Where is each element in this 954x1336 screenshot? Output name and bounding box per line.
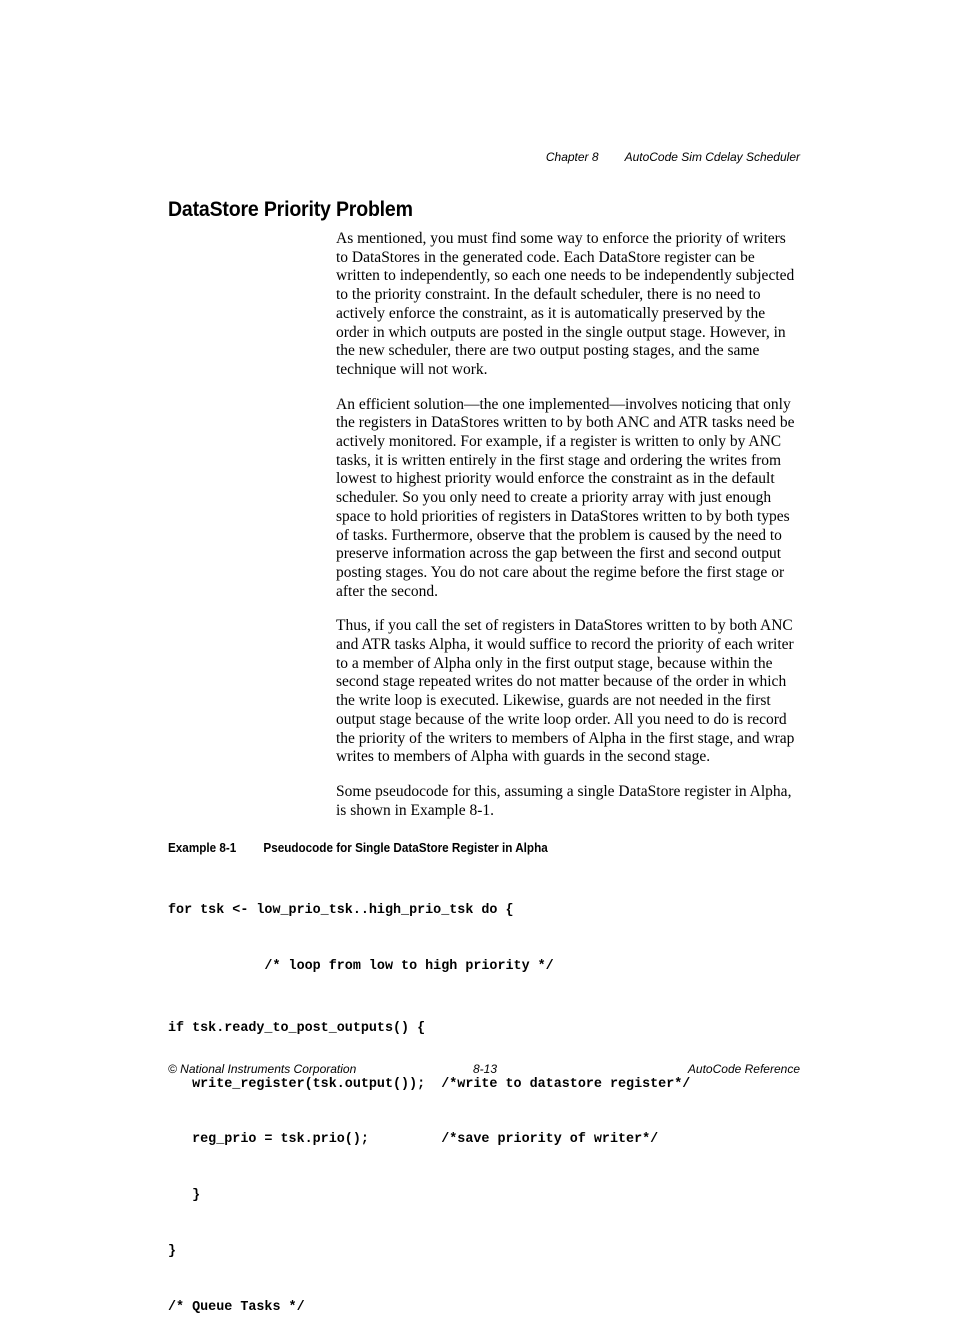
running-header [546, 150, 800, 164]
code-line: /* loop from low to high priority */ [168, 958, 554, 974]
code-line: if tsk.ready_to_post_outputs() { [168, 1020, 426, 1036]
example-number: Example 8-1 [168, 840, 237, 855]
paragraph: An efficient solution—the one implemented—involves noticing that only the registers in DataStores written to by both ANC and ATR tasks need be actively monitored. For example, if a register is written to only by ANC tasks, it is written entirely in the first stage and ordering the writes from lowest to highest priority would enforce the constraint as in the default scheduler. So you only need to create a priority array with just enough space to hold priorities of registers in DataStores written to by both types of tasks. Furthermore, observe that the problem is caused by the need to preserve information across the gap between the first and second output posting stages. You do not care about the regime before the first stage or after the second. [336, 395, 795, 600]
code-line: /* Queue Tasks */ [168, 1299, 305, 1315]
section-title: DataStore Priority Problem [168, 198, 413, 221]
paragraph: Thus, if you call the set of registers in DataStores written to by both ANC and ATR tasks Alpha, it would suffice to record the priority of each writer to a member of Alpha only in the first output stage, because within the second stage repeated writes do not matter because of the order in which the write loop is executed. Likewise, guards are not needed in the first output stage because of the write loop order. All you need to do is record the priority of the writers to members of Alpha in the first stage, and wrap writes to members of Alpha with guards in the second stage. [336, 617, 795, 766]
example-title: Pseudocode for Single DataStore Register in Alpha [263, 840, 548, 855]
code-line: reg_prio = tsk.prio(); /*save priority of writer*/ [168, 1132, 659, 1148]
chapter-title: AutoCode Sim Cdelay Scheduler [624, 150, 800, 164]
footer-copyright: © National Instruments Corporation [168, 1062, 357, 1076]
chapter-number: Chapter 8 [545, 150, 599, 164]
body-text [336, 230, 798, 836]
code-line: } [168, 1188, 201, 1204]
code-line: for tsk <- low_prio_tsk..high_prio_tsk do { [168, 903, 514, 919]
footer-manual-title: AutoCode Reference [687, 1062, 800, 1076]
page-number: 8-13 [473, 1062, 498, 1076]
paragraph: As mentioned, you must find some way to enforce the priority of writers to DataStores in the generated code. Each DataStore register can be written to independently, so each one needs to be independently subjected to the priority constraint. In the default scheduler, there is no need to actively enforce the constraint, as it is automatically preserved by the order in which outputs are posted in the single output stage. However, in the new scheduler, there are two output posting stages, and the same technique will not work. [336, 230, 795, 378]
example-caption [168, 840, 548, 855]
paragraph: Some pseudocode for this, assuming a single DataStore register in Alpha, is shown in Example 8-1. [336, 782, 792, 819]
code-line: write_register(tsk.output()); /*write to datastore register*/ [168, 1076, 691, 1092]
code-block [168, 865, 690, 1336]
code-line: } [168, 1243, 177, 1259]
